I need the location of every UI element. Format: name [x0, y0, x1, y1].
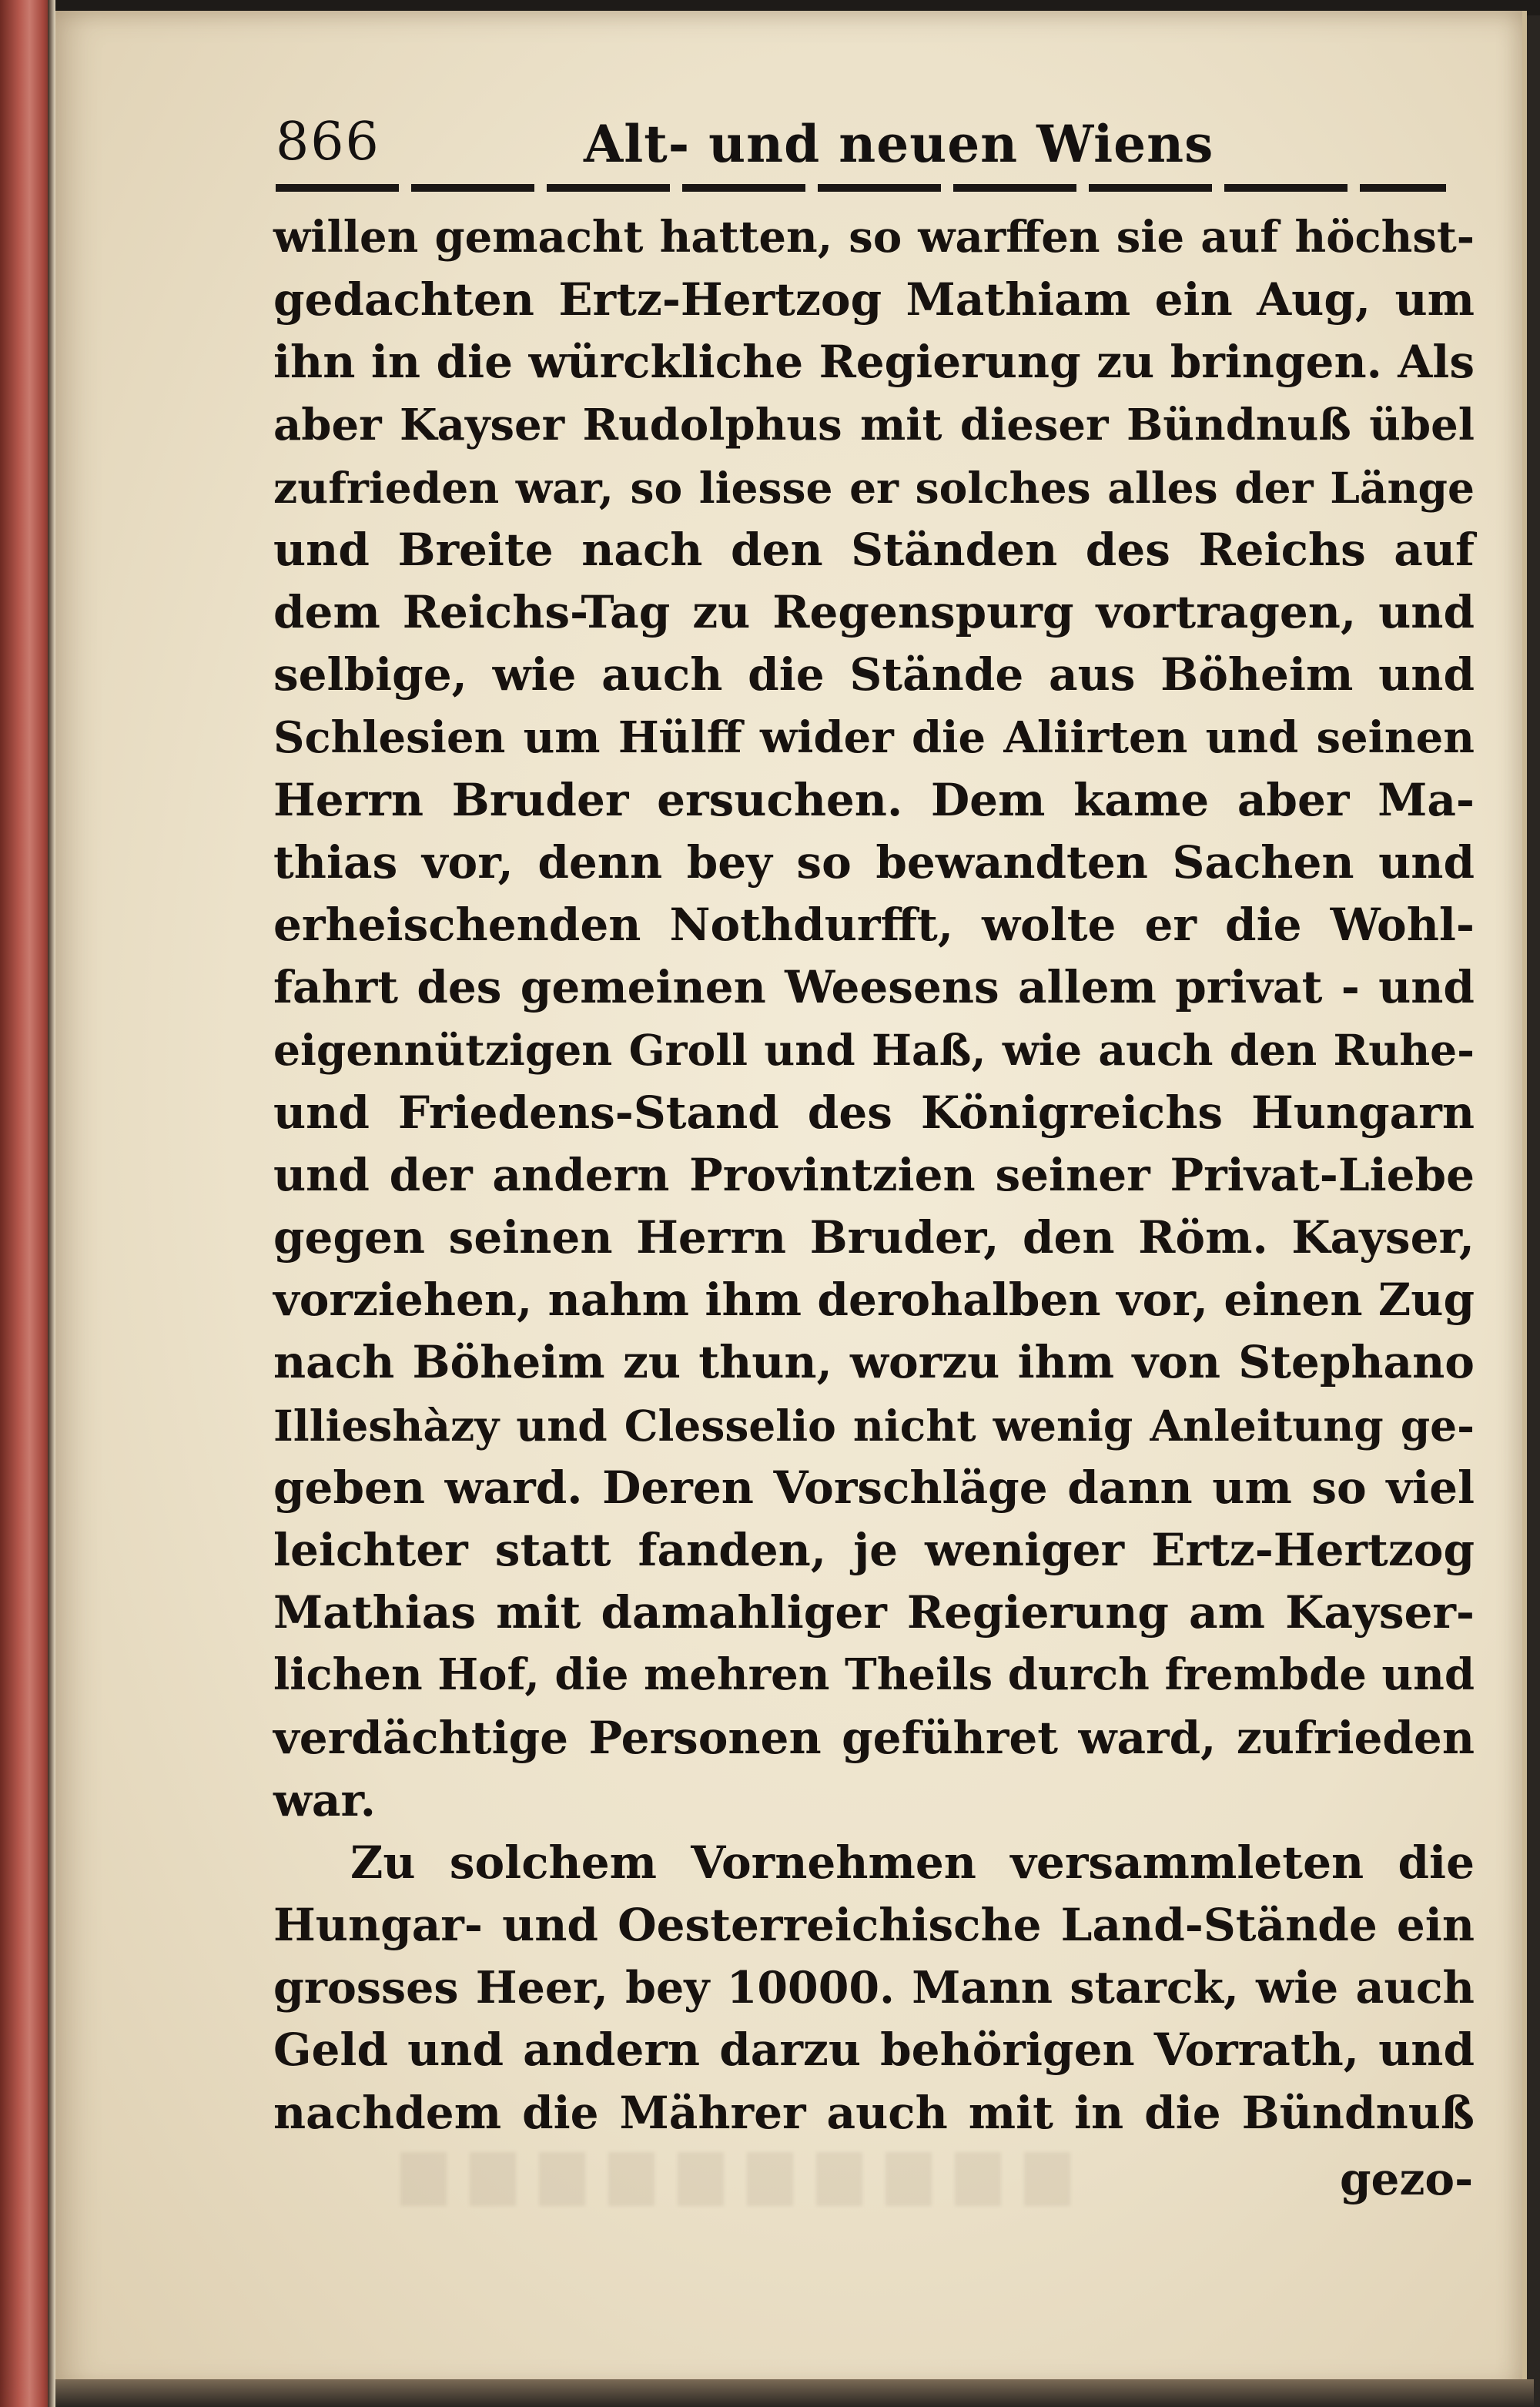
text-line: lichen Hof, die mehren Theils durch frembde und — [273, 1649, 1475, 1701]
text-line: gegen seinen Herrn Bruder, den Röm. Kayser, — [273, 1211, 1475, 1264]
text-line: nachdem die Mährer auch mit in die Bündnuß — [273, 2086, 1475, 2139]
bleed-through-shadow — [400, 2152, 1093, 2206]
page-number: 866 — [276, 112, 380, 172]
text-line: gedachten Ertz-Hertzog Mathiam ein Aug, um — [273, 273, 1475, 326]
text-line: war. — [273, 1773, 376, 1826]
text-line: geben ward. Deren Vorschläge dann um so viel — [273, 1461, 1475, 1514]
text-line: willen gemacht hatten, so warffen sie auf höchst- — [273, 212, 1475, 263]
text-line: grosses Heer, bey 10000. Mann starck, wie auch — [273, 1962, 1475, 2014]
running-head: Alt- und neuen Wiens — [584, 114, 1214, 174]
text-line: und Breite nach den Ständen des Reichs auf — [273, 523, 1475, 576]
text-line: erheischenden Nothdurfft, wolte er die Wohl- — [273, 899, 1475, 952]
text-line: eigennützigen Groll und Haß, wie auch den Ruhe- — [273, 1025, 1475, 1076]
text-line: Mathias mit damahliger Regierung am Kayser- — [273, 1586, 1475, 1639]
text-line: selbige, wie auch die Stände aus Böheim und — [273, 648, 1475, 701]
text-line: ihn in die würckliche Regierung zu bringen. Als — [273, 336, 1475, 389]
text-line: leichter statt fanden, je weniger Ertz-Hertzog — [273, 1523, 1475, 1576]
text-line: Herrn Bruder ersuchen. Dem kame aber Ma- — [273, 773, 1475, 826]
text-line: verdächtige Personen geführet ward, zufrieden — [273, 1711, 1475, 1764]
header-rule — [276, 184, 1446, 192]
body-text — [273, 206, 1475, 2144]
page-fore-edge — [48, 0, 55, 2407]
text-line: und Friedens-Stand des Königreichs Hungarn — [273, 1086, 1475, 1139]
text-line: zufrieden war, so liesse er solches alles der Länge — [273, 462, 1475, 513]
text-line: dem Reichs-Tag zu Regenspurg vortragen, und — [273, 586, 1475, 639]
page-header — [276, 112, 1446, 196]
text-line: nach Böheim zu thun, worzu ihm von Stephano — [273, 1336, 1475, 1389]
book-cover-edge — [0, 0, 54, 2407]
text-line: Geld und andern darzu behörigen Vorrath, und — [273, 2024, 1475, 2077]
text-line: Schlesien um Hülff wider die Aliirten und seinen — [273, 711, 1475, 763]
text-line: aber Kayser Rudolphus mit dieser Bündnuß übel — [273, 399, 1475, 450]
paragraph-start-line: Zu solchem Vornehmen versammleten die — [350, 1836, 1475, 1889]
text-line: Hungar- und Oesterreichische Land-Stände ein — [273, 1899, 1475, 1952]
page-bottom-shadow — [55, 2379, 1534, 2407]
text-line: und der andern Provintzien seiner Privat-Liebe — [273, 1148, 1475, 1201]
text-line: thias vor, denn bey so bewandten Sachen und — [273, 835, 1475, 889]
text-line: fahrt des gemeinen Weesens allem privat - und — [273, 961, 1475, 1014]
text-line: vorziehen, nahm ihm derohalben vor, einen Zug — [273, 1274, 1475, 1327]
text-line: Illieshàzy und Clesselio nicht wenig Anleitung ge- — [273, 1400, 1475, 1451]
catchword: gezo- — [1340, 2153, 1474, 2205]
